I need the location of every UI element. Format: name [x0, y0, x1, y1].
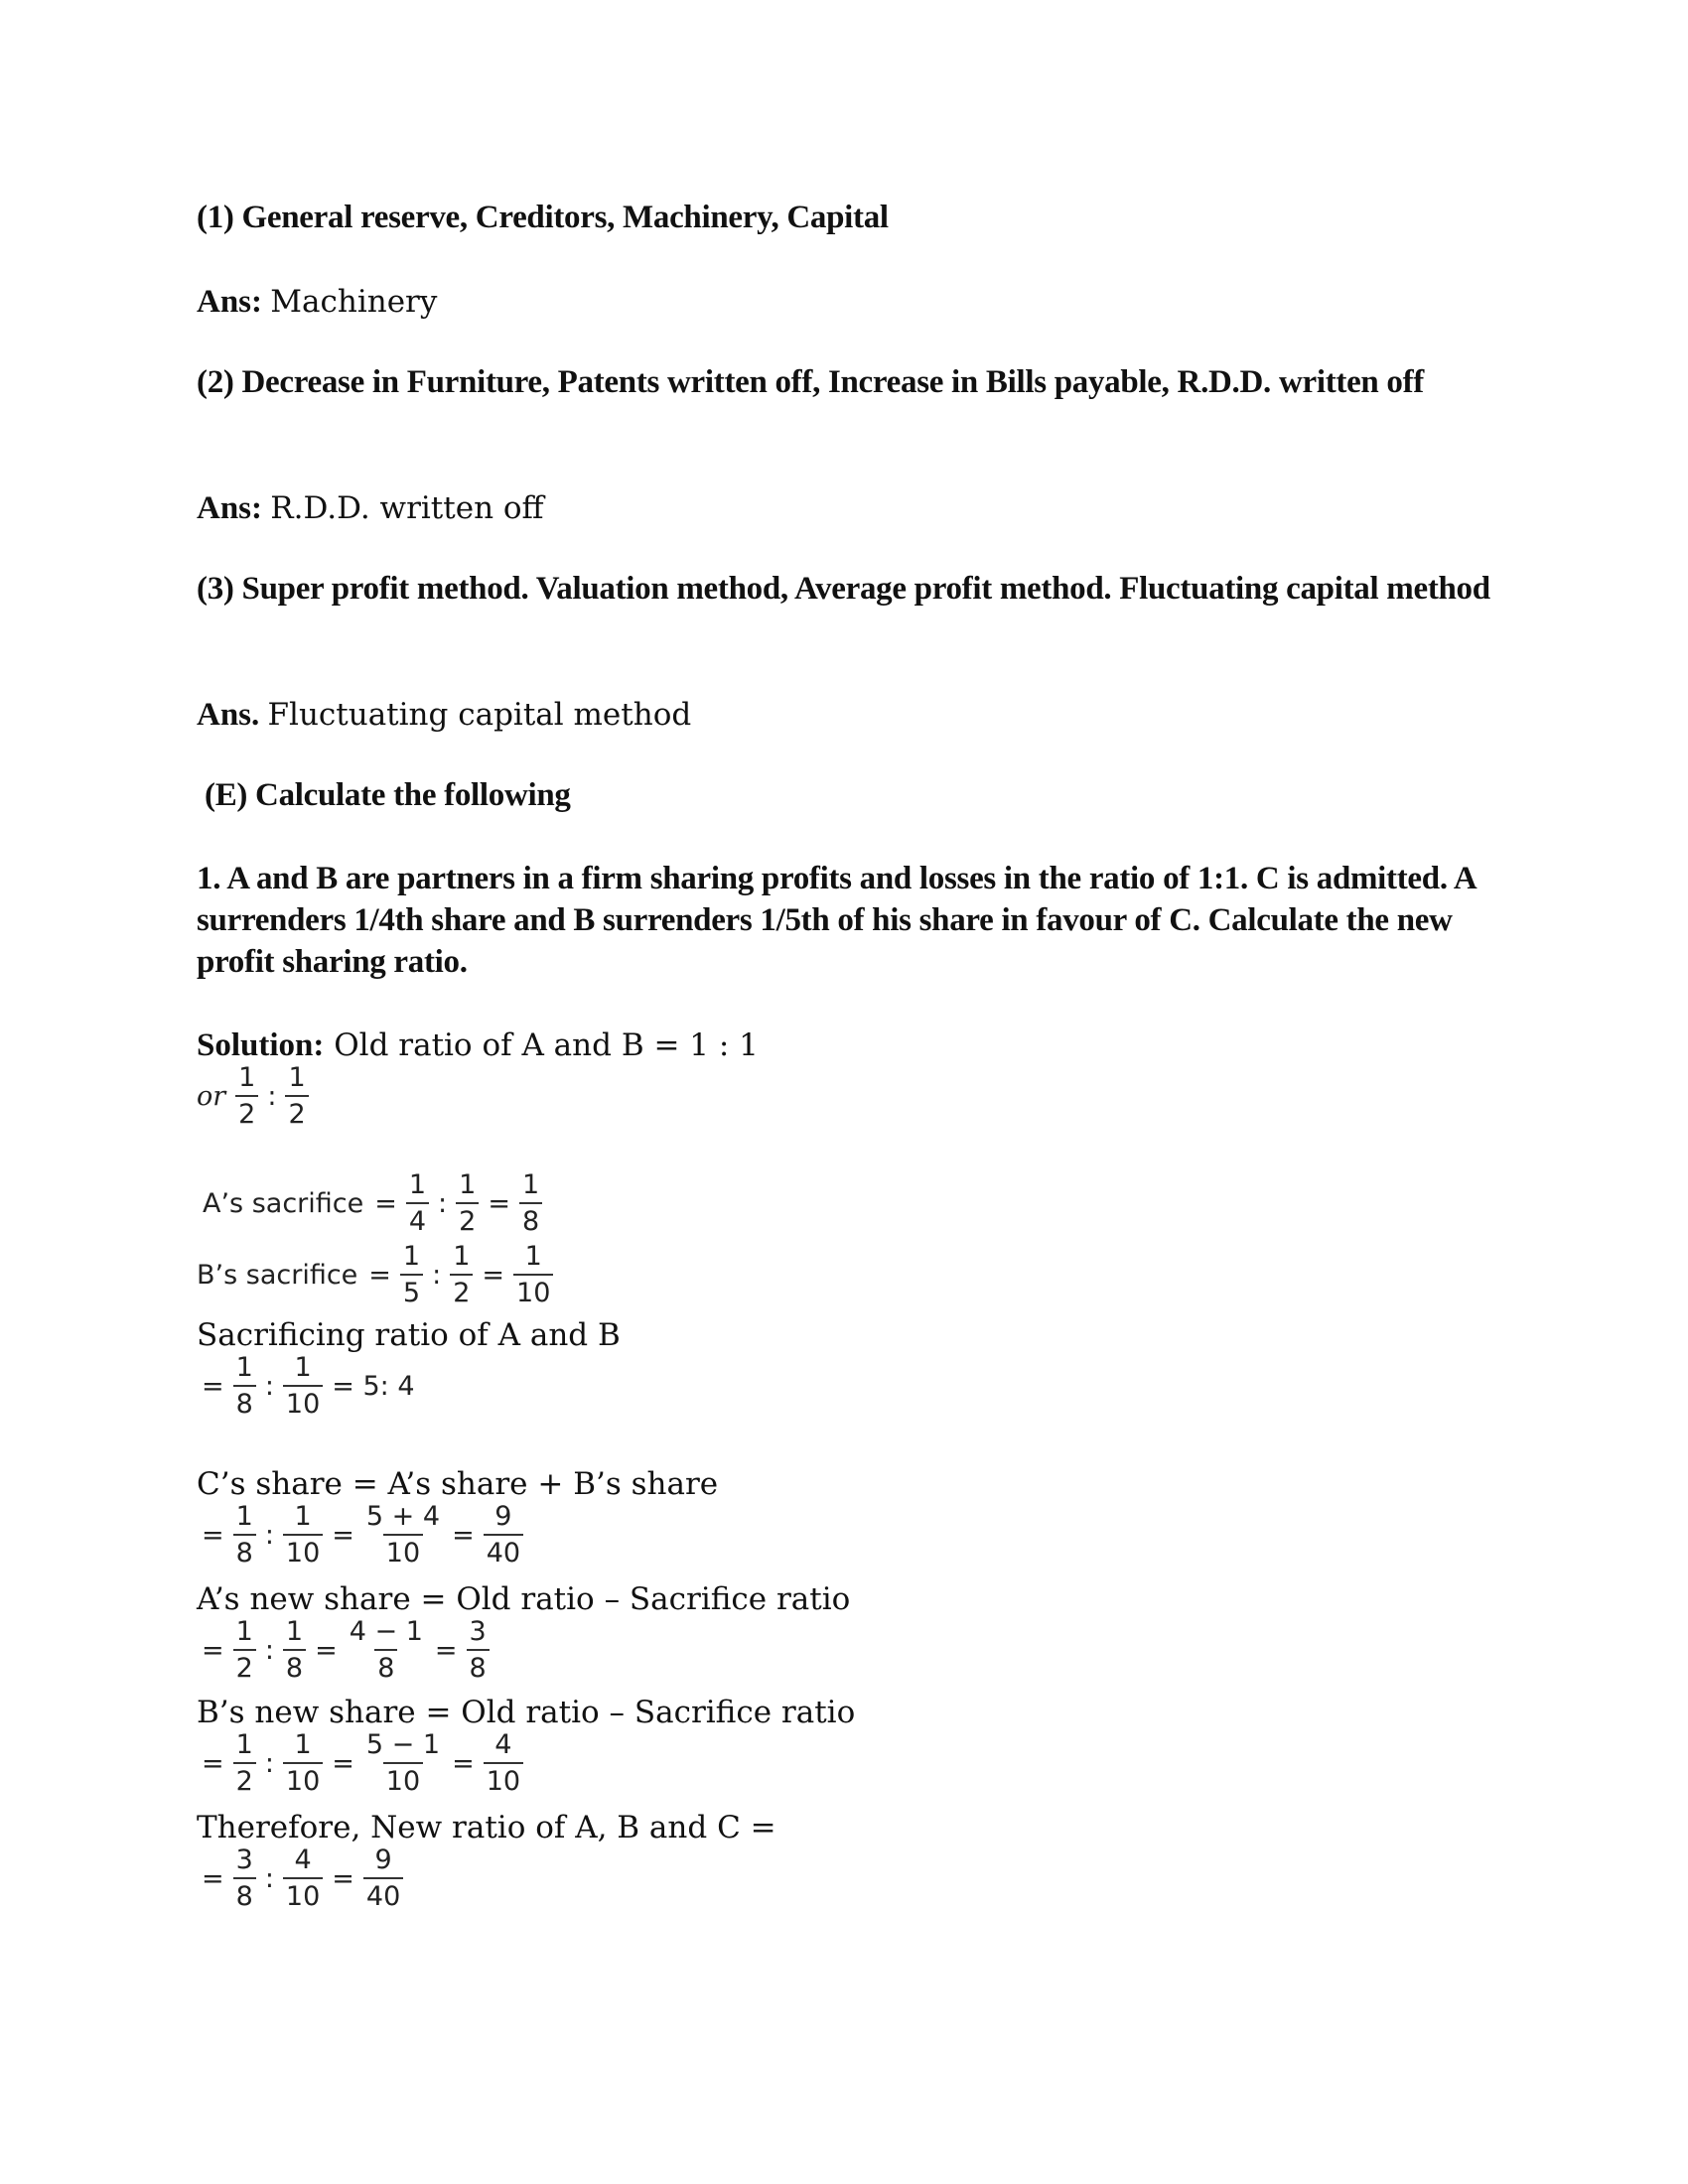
- a-new-share-row: = $\frac{1}{2}$ : $\frac{1}{8}$ = $\frac{4 - 1}{8}$ = $\frac{3}{8}$: [197, 1618, 493, 1682]
- fraction: $\frac{5 + 4}{10}$: [365, 1501, 441, 1569]
- fraction: $\frac{1}{5}$: [400, 1243, 423, 1306]
- a-sacrifice-label: A’s sacrifice: [203, 1187, 364, 1219]
- fraction: $\frac{1}{10}$: [283, 1503, 323, 1567]
- old-ratio-text: Old ratio of A and B = 1 : 1: [334, 1027, 759, 1063]
- fraction: $\frac{4 - 1}{8}$: [349, 1616, 423, 1684]
- b-new-share-row: = $\frac{1}{2}$ : $\frac{1}{10}$ = $\frac{5 - 1}{10}$ = $\frac{4}{10}$: [197, 1731, 527, 1795]
- fraction: $\frac{1}{2}$: [450, 1243, 473, 1306]
- fraction: $\frac{1}{10}$: [513, 1243, 553, 1306]
- or-word: or: [197, 1080, 226, 1112]
- answer-2: [197, 488, 544, 528]
- ans-label: Ans:: [197, 284, 263, 320]
- section-e-heading: (E) Calculate the following: [205, 777, 571, 813]
- answer-2-value: R.D.D. written off: [270, 490, 544, 526]
- question-1: (1) General reserve, Creditors, Machinery, Capital: [197, 200, 889, 235]
- fraction: $\frac{4}{10}$: [484, 1731, 523, 1795]
- solution-line-old-ratio: [197, 1026, 759, 1064]
- fraction: $\frac{1}{10}$: [283, 1731, 323, 1795]
- solution-label: Solution:: [197, 1027, 325, 1063]
- fraction: $\frac{9}{40}$: [363, 1846, 403, 1910]
- fraction: $\frac{3}{8}$: [233, 1846, 256, 1910]
- c-share-row: = $\frac{1}{8}$ : $\frac{1}{10}$ = $\frac{5 + 4}{10}$ = $\frac{9}{40}$: [197, 1503, 527, 1567]
- fraction: $\frac{1}{2}$: [233, 1618, 256, 1682]
- fraction: $\frac{1}{4}$: [406, 1171, 429, 1235]
- fraction: $\frac{3}{8}$: [467, 1618, 490, 1682]
- c-share-text: C’s share = A’s share + B’s share: [197, 1466, 719, 1502]
- therefore-text: Therefore, New ratio of A, B and C =: [197, 1810, 776, 1845]
- sacrificing-ratio-text: Sacrificing ratio of A and B: [197, 1317, 621, 1353]
- answer-3: [197, 695, 691, 735]
- answer-1-value: Machinery: [270, 284, 438, 320]
- fraction: $\frac{1}{8}$: [233, 1503, 256, 1567]
- b-new-share-text: B’s new share = Old ratio – Sacrifice ratio: [197, 1695, 856, 1730]
- new-ratio-row: = $\frac{3}{8}$ : $\frac{4}{10}$ = $\frac{9}{40}$: [197, 1846, 407, 1910]
- fraction: $\frac{1}{8}$: [283, 1618, 306, 1682]
- question-2: (2) Decrease in Furniture, Patents written off, Increase in Bills payable, R.D.D. written off: [197, 364, 1424, 400]
- fraction: $\frac{9}{40}$: [484, 1503, 523, 1567]
- b-sacrifice-label: B’s sacrifice: [197, 1259, 358, 1291]
- fraction: $\frac{1}{8}$: [233, 1354, 256, 1418]
- fraction: $\frac{5 - 1}{10}$: [365, 1729, 441, 1797]
- fraction: $\frac{1}{2}$: [285, 1064, 308, 1128]
- fraction: $\frac{1}{2}$: [456, 1171, 479, 1235]
- question-3: (3) Super profit method. Valuation method, Average profit method. Fluctuating capital method: [197, 571, 1490, 607]
- fraction: $\frac{4}{10}$: [283, 1846, 323, 1910]
- fraction: $\frac{1}{10}$: [283, 1354, 323, 1418]
- answer-1: [197, 282, 437, 322]
- fraction: $\frac{1}{2}$: [233, 1731, 256, 1795]
- old-ratio-fractions: or $\frac{1}{2}$ : $\frac{1}{2}$: [197, 1064, 313, 1128]
- ans-label: Ans.: [197, 697, 260, 733]
- a-sacrifice-row: A’s sacrifice = $\frac{1}{4}$ : $\frac{1}{2}$ = $\frac{1}{8}$: [203, 1171, 546, 1235]
- a-new-share-text: A’s new share = Old ratio – Sacrifice ratio: [197, 1581, 851, 1617]
- answer-3-value: Fluctuating capital method: [267, 697, 692, 733]
- b-sacrifice-row: B’s sacrifice = $\frac{1}{5}$ : $\frac{1}{2}$ = $\frac{1}{10}$: [197, 1243, 557, 1306]
- fraction: $\frac{1}{8}$: [519, 1171, 542, 1235]
- problem-1: 1. A and B are partners in a firm sharing profits and losses in the ratio of 1:1. C is admitted. A surrenders 1/4th share and B surrenders 1/5th of his share in favour of C. Calculate the new profit sharing ratio.: [197, 861, 1476, 980]
- fraction: $\frac{1}{2}$: [235, 1064, 258, 1128]
- sacrificing-ratio-row: = $\frac{1}{8}$ : $\frac{1}{10}$ = 5: 4: [202, 1352, 415, 1420]
- sacrifice-result: = 5: 4: [332, 1370, 415, 1402]
- ans-label: Ans:: [197, 490, 263, 526]
